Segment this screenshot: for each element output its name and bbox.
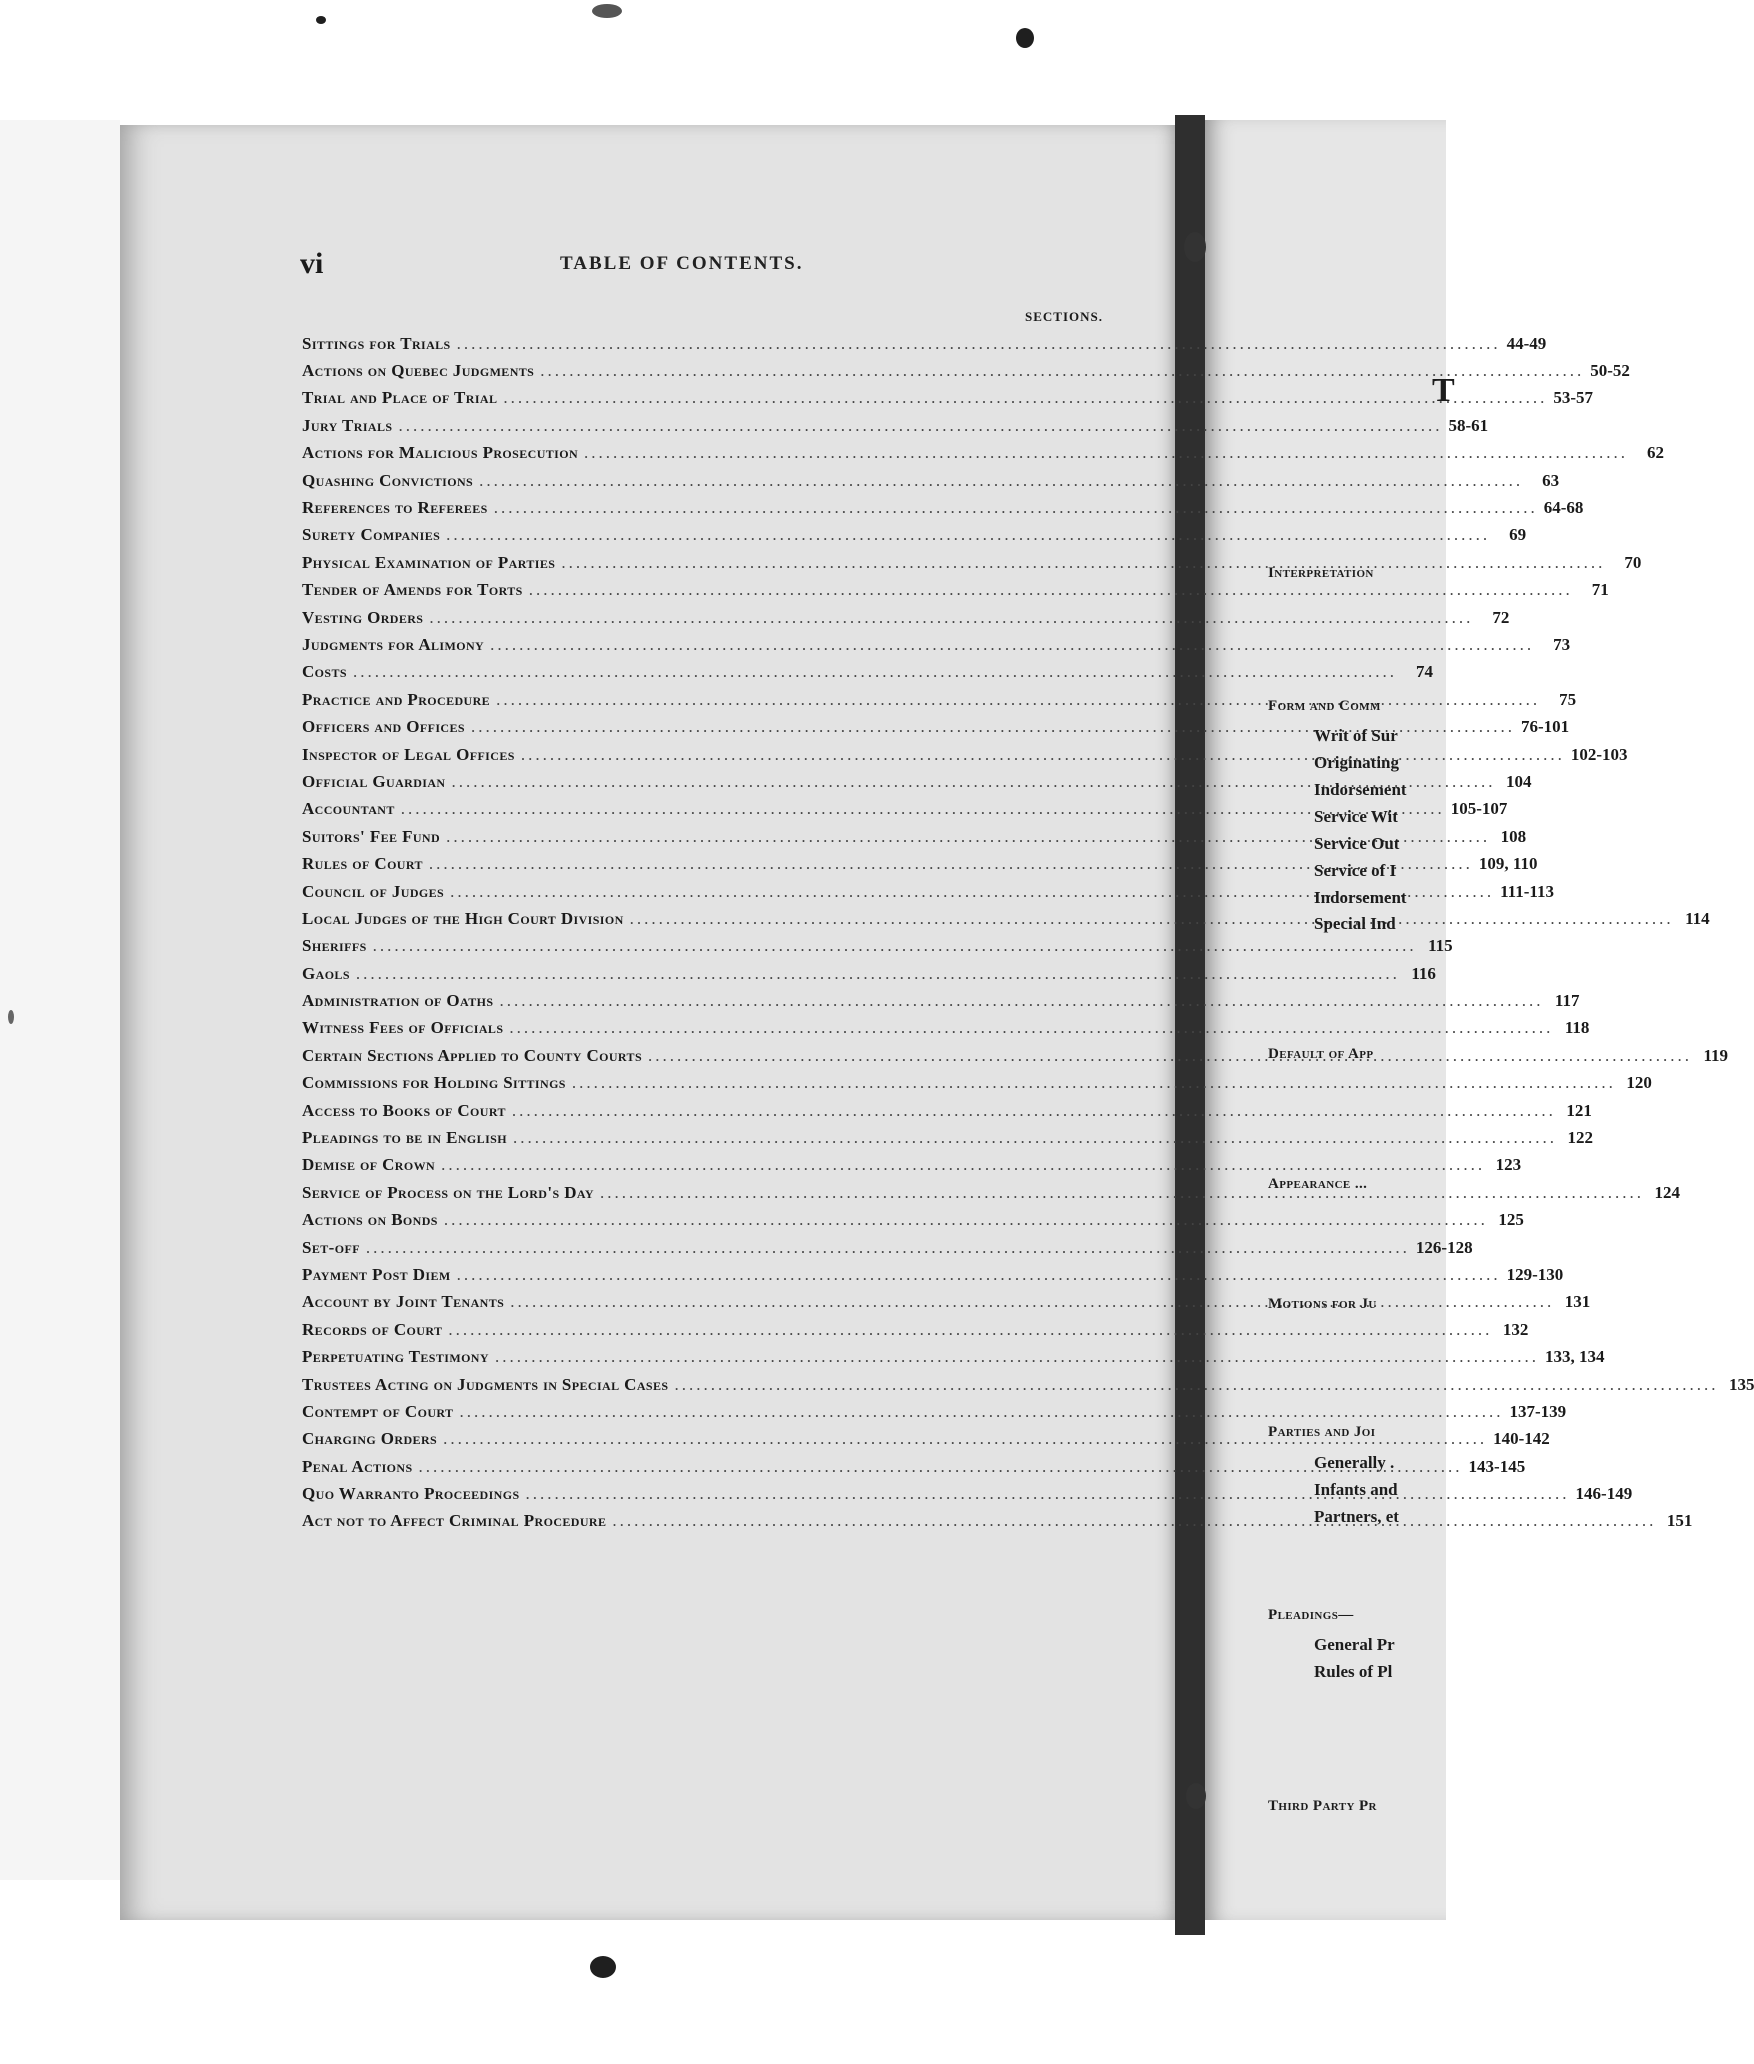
toc-entry-title: Physical Examination of Parties bbox=[302, 552, 556, 572]
toc-entry-sections: 74 bbox=[1415, 662, 1433, 682]
toc-entry-sections: 71 bbox=[1591, 580, 1609, 600]
toc-entry bbox=[302, 1234, 1473, 1261]
toc-entry-title: Gaols bbox=[302, 963, 350, 983]
right-subentry: Service of I bbox=[1314, 861, 1397, 880]
toc-entry-sections: 146-149 bbox=[1575, 1484, 1633, 1504]
toc-entry bbox=[302, 1343, 1605, 1370]
toc-entry bbox=[302, 631, 1571, 658]
right-entry: Appearance ... bbox=[1268, 1176, 1368, 1192]
toc-entry-sections: 63 bbox=[1542, 470, 1560, 490]
dot-leader bbox=[366, 1238, 1410, 1258]
toc-entry-sections: 143-145 bbox=[1468, 1456, 1526, 1476]
toc-entry-title: Records of Court bbox=[302, 1319, 443, 1339]
toc-entry bbox=[302, 1207, 1524, 1234]
toc-entry-sections: 131 bbox=[1564, 1292, 1591, 1312]
scan-speck bbox=[1186, 1783, 1206, 1809]
toc-entry-title: Surety Companies bbox=[302, 525, 441, 545]
toc-entry bbox=[302, 1398, 1567, 1425]
toc-entry-sections: 72 bbox=[1492, 607, 1510, 627]
scan-speck bbox=[592, 4, 622, 18]
dot-leader bbox=[674, 1375, 1718, 1395]
dot-leader bbox=[612, 1511, 1656, 1531]
toc-entry-sections: 135 bbox=[1728, 1374, 1754, 1394]
toc-entry-sections: 123 bbox=[1495, 1155, 1522, 1175]
toc-entry-title: Actions on Bonds bbox=[302, 1210, 438, 1230]
toc-entry-sections: 119 bbox=[1703, 1045, 1729, 1065]
toc-entry-sections: 44-49 bbox=[1506, 333, 1547, 353]
right-subentry: Partners, et bbox=[1314, 1507, 1399, 1526]
toc-entry-title: Costs bbox=[302, 662, 347, 682]
toc-entry-title: Judgments for Alimony bbox=[302, 634, 485, 654]
right-subentry: Writ of Sur bbox=[1314, 726, 1398, 745]
toc-entry-title: Act not to Affect Criminal Procedure bbox=[302, 1511, 607, 1531]
toc-entry bbox=[302, 385, 1594, 412]
toc-entry-title: Access to Books of Court bbox=[302, 1100, 506, 1120]
right-subentry: Indorsement bbox=[1314, 888, 1407, 907]
right-subentry: Infants and bbox=[1314, 1480, 1398, 1499]
toc-entry-sections: 129-130 bbox=[1506, 1264, 1564, 1284]
dot-leader bbox=[353, 662, 1397, 682]
right-page-title: T bbox=[1432, 372, 1455, 409]
scan-speck bbox=[1184, 232, 1206, 262]
right-entry: Third Party Pr bbox=[1268, 1798, 1377, 1814]
toc-entry-title: Inspector of Legal Offices bbox=[302, 744, 515, 764]
toc-entry-title: Charging Orders bbox=[302, 1429, 438, 1449]
toc-entry-title: Perpetuating Testimony bbox=[302, 1347, 489, 1367]
toc-entry bbox=[302, 357, 1630, 384]
toc-entry-title: Payment Post Diem bbox=[302, 1264, 451, 1284]
right-entry: Default of App bbox=[1268, 1046, 1374, 1062]
toc-entry-title: Demise of Crown bbox=[302, 1155, 436, 1175]
toc-entry bbox=[302, 440, 1665, 467]
toc-entry-title: Pleadings to be in English bbox=[302, 1128, 507, 1148]
toc-entry-title: Council of Judges bbox=[302, 881, 445, 901]
scan-speck bbox=[316, 16, 326, 24]
toc-entry-sections: 116 bbox=[1411, 963, 1436, 983]
toc-entry-sections: 102-103 bbox=[1570, 744, 1628, 764]
toc-entry-sections: 75 bbox=[1559, 689, 1577, 709]
toc-entry-sections: 76-101 bbox=[1520, 717, 1570, 737]
dot-leader bbox=[356, 964, 1400, 984]
page-number: vi bbox=[300, 247, 324, 280]
dot-leader bbox=[630, 909, 1674, 929]
toc-entry-sections: 137-139 bbox=[1509, 1401, 1567, 1421]
dot-leader bbox=[600, 1183, 1644, 1203]
toc-entry-title: Contempt of Court bbox=[302, 1401, 454, 1421]
toc-entry bbox=[302, 494, 1584, 521]
toc-entry-sections: 70 bbox=[1624, 552, 1642, 572]
toc-entry-title: Accountant bbox=[302, 799, 395, 819]
toc-entry bbox=[302, 1124, 1593, 1151]
toc-entry-title: Witness Fees of Officials bbox=[302, 1018, 504, 1038]
toc-entry-title: Penal Actions bbox=[302, 1456, 413, 1476]
toc-entry bbox=[302, 577, 1609, 604]
toc-entry-sections: 115 bbox=[1428, 936, 1453, 956]
dot-leader bbox=[584, 443, 1628, 463]
toc-entry-sections: 133, 134 bbox=[1544, 1347, 1605, 1367]
toc-entry-sections: 126-128 bbox=[1415, 1237, 1473, 1257]
right-entry: Motions for Ju bbox=[1268, 1296, 1377, 1312]
toc-entry-sections: 53-57 bbox=[1553, 388, 1594, 408]
toc-entry bbox=[302, 330, 1547, 357]
page-title: TABLE OF CONTENTS. bbox=[560, 253, 804, 274]
toc-entry bbox=[302, 1097, 1592, 1124]
right-subentry: Service Wit bbox=[1314, 807, 1398, 826]
toc-entry-title: Quo Warranto Proceedings bbox=[302, 1484, 520, 1504]
scan-speck bbox=[1016, 28, 1034, 48]
right-subentry: Service Out bbox=[1314, 834, 1400, 853]
toc-entry bbox=[302, 1152, 1522, 1179]
toc-entry-sections: 140-142 bbox=[1493, 1429, 1550, 1449]
toc-entry-title: Trustees Acting on Judgments in Special Cases bbox=[302, 1374, 669, 1394]
toc-entry-title: Set-off bbox=[302, 1237, 360, 1257]
toc-entry-sections: 108 bbox=[1500, 826, 1527, 846]
right-subentry: Originating bbox=[1314, 753, 1400, 772]
toc-entry bbox=[302, 1261, 1564, 1288]
toc-entry-sections: 151 bbox=[1666, 1511, 1693, 1531]
scan-speck bbox=[8, 1010, 14, 1024]
toc-entry bbox=[302, 960, 1436, 987]
toc-entry bbox=[302, 522, 1527, 549]
toc-entry-sections: 105-107 bbox=[1450, 799, 1508, 819]
toc-entry-title: Actions for Malicious Prosecution bbox=[302, 443, 579, 463]
dot-leader bbox=[373, 936, 1417, 956]
sections-column-heading: SECTIONS. bbox=[1025, 309, 1103, 324]
toc-entry bbox=[302, 412, 1489, 439]
toc-entry bbox=[302, 1070, 1652, 1097]
toc-entry-title: Certain Sections Applied to County Courts bbox=[302, 1045, 643, 1065]
right-subentry: Rules of Pl bbox=[1314, 1662, 1393, 1681]
toc-entry-title: Official Guardian bbox=[302, 771, 446, 791]
toc-entry-title: Commissions for Holding Sittings bbox=[302, 1073, 566, 1093]
toc-entry-sections: 132 bbox=[1502, 1319, 1529, 1339]
toc-entry-title: Quashing Convictions bbox=[302, 470, 474, 490]
toc-entry-title: Actions on Quebec Judgments bbox=[302, 361, 535, 381]
dot-leader bbox=[572, 1073, 1616, 1093]
toc-entry-sections: 125 bbox=[1498, 1210, 1524, 1230]
toc-entry-title: Practice and Procedure bbox=[302, 689, 491, 709]
toc-entry-title: Rules of Court bbox=[302, 854, 423, 874]
toc-entry-sections: 69 bbox=[1509, 525, 1527, 545]
toc-entry-sections: 109, 110 bbox=[1478, 854, 1538, 874]
toc-entry bbox=[302, 659, 1433, 686]
right-subentry: Special Ind bbox=[1314, 914, 1396, 933]
right-entry: Pleadings— bbox=[1268, 1607, 1354, 1623]
toc-entry bbox=[302, 467, 1560, 494]
toc-entry-title: Jury Trials bbox=[302, 415, 393, 435]
toc-entry bbox=[302, 987, 1580, 1014]
toc-entry-sections: 64-68 bbox=[1543, 498, 1584, 518]
toc-entry-sections: 117 bbox=[1554, 991, 1580, 1011]
toc-entry-title: Trial and Place of Trial bbox=[302, 388, 498, 408]
dot-leader bbox=[648, 1046, 1692, 1066]
toc-entry-sections: 104 bbox=[1506, 771, 1532, 791]
dot-leader bbox=[561, 553, 1605, 573]
toc-entry-sections: 62 bbox=[1647, 443, 1665, 463]
toc-entry-title: Tender of Amends for Torts bbox=[302, 580, 523, 600]
toc-entry-sections: 121 bbox=[1566, 1100, 1592, 1120]
toc-entry-title: Administration of Oaths bbox=[302, 991, 494, 1011]
toc-entry-sections: 124 bbox=[1654, 1182, 1680, 1202]
scan-speck bbox=[590, 1956, 616, 1978]
right-subentry: Indorsement bbox=[1314, 780, 1407, 799]
right-entry: Interpretation bbox=[1268, 565, 1374, 581]
right-entry: Parties and Joi bbox=[1268, 1424, 1376, 1440]
toc-entry-sections: 58-61 bbox=[1448, 415, 1489, 435]
toc-entry bbox=[302, 1316, 1529, 1343]
toc-entry bbox=[302, 1371, 1754, 1398]
toc-entry-sections: 111-113 bbox=[1500, 881, 1554, 901]
right-subentry: Generally . bbox=[1314, 1453, 1395, 1472]
toc-entry-sections: 118 bbox=[1564, 1018, 1590, 1038]
toc-entry bbox=[302, 933, 1453, 960]
toc-entry-title: Sittings for Trials bbox=[302, 333, 451, 353]
toc-entry-sections: 122 bbox=[1567, 1128, 1593, 1148]
toc-entry-sections: 50-52 bbox=[1590, 361, 1630, 381]
right-subentry: General Pr bbox=[1314, 1635, 1395, 1654]
right-entry: Form and Comm bbox=[1268, 698, 1381, 714]
toc-entry bbox=[302, 604, 1510, 631]
toc-entry-title: Local Judges of the High Court Division bbox=[302, 908, 624, 928]
scan-background bbox=[0, 120, 120, 1880]
toc-entry-title: Vesting Orders bbox=[302, 607, 424, 627]
toc-entry-sections: 73 bbox=[1553, 634, 1571, 654]
toc-entry-title: Account by Joint Tenants bbox=[302, 1292, 505, 1312]
toc-entry-title: Service of Process on the Lord's Day bbox=[302, 1182, 594, 1202]
toc-entry-sections: 120 bbox=[1626, 1073, 1652, 1093]
toc-entry-sections: 114 bbox=[1685, 908, 1710, 928]
toc-entry-title: References to Referees bbox=[302, 498, 488, 518]
toc-entry-title: Sheriffs bbox=[302, 936, 367, 956]
toc-entry-title: Officers and Offices bbox=[302, 717, 465, 737]
toc-entry-title: Suitors' Fee Fund bbox=[302, 826, 441, 846]
toc-entry bbox=[302, 1015, 1590, 1042]
